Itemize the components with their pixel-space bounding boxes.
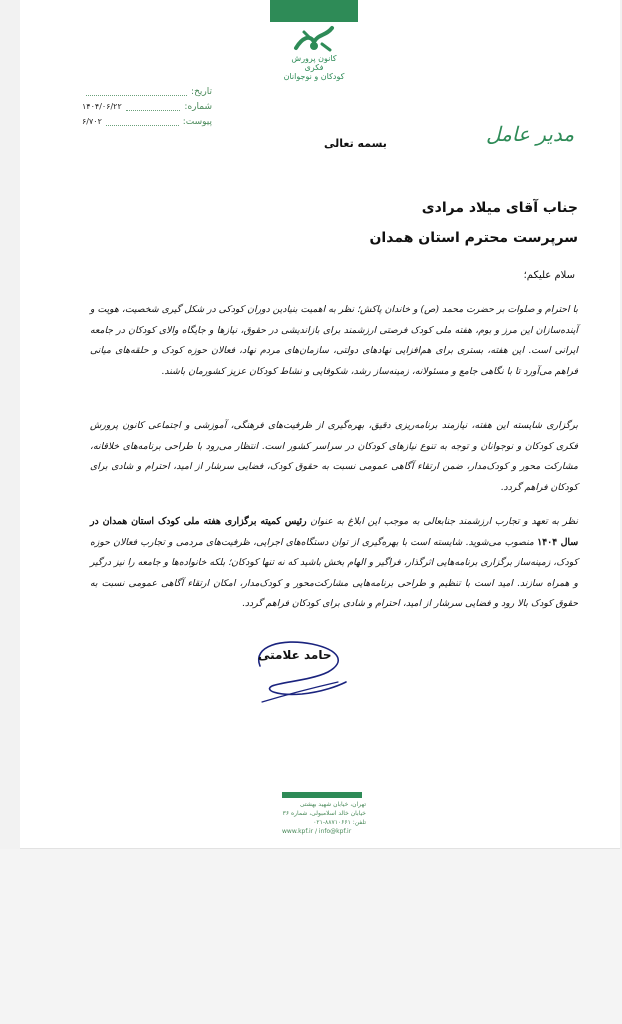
recipient-block [369,200,578,246]
greeting: سلام علیکم؛ [523,270,575,281]
attachment-row [82,114,212,129]
paragraph-3-rest: منصوب می‌شوید. شایسته است با بهره‌گیری از توان دستگاه‌های اجرایی، ظرفیت‌های مردمی و تجارب فعالان حوزه کودک، زمینه‌ساز برگزاری برنامه‌هایی اثرگذار، فراگیر و الهام بخش باشید که نه تنها کودکان؛ بلکه خانواده‌ها و جامعه را نیز درگیر و همراه سازند. امید است با تنظیم و طراحی برنامه‌هایی مشارکت‌محور و کودک‌مدار، امکان ارتقاء آگاهی عمومی نسبت به حقوق کودک بالا رود و فضایی سرشار از امید، احترام و شادی برای کودکان فراهم گردد. [90,536,578,609]
department-title: مدیر عامل [486,122,575,146]
logo-text-line2: کودکان و نوجوانان [283,72,345,81]
paragraph-3 [90,512,578,615]
dotted-line [126,102,181,111]
appointment-title: رئیس کمیته برگزاری هفته ملی کودک استان همدان در سال ۱۴۰۴ [90,516,578,548]
footer-phone: تلفن: ۸۸۷۱۰۶۶۱-۰۲۱ [313,819,366,826]
attachment-value: ۶/۷۰۲ [82,117,102,126]
attachment-label: پیوست: [182,116,212,127]
number-value: ۱۴۰۴/۰۶/۲۲ [82,102,122,111]
bismillah: بسمه تعالی [324,137,387,150]
logo-text-line1: کانون پرورش فکری [291,54,337,72]
paragraph-2: برگزاری شایسته این هفته، نیازمند برنامه‌ریزی دقیق، بهره‌گیری از ظرفیت‌های فرهنگی، آموزشی و اجتماعی کانون پرورش فکری کودکان و نوجوانان و توجه به تنوع نیازهای کودکان در سراسر کشور است. انتظار می‌رود با طراحی برنامه‌های خلاقانه، مشارکت محور و کودک‌مدار، ضمن ارتقاء آگاهی عمومی نسبت به حقوق کودک، فضایی سرشار از امید، احترام و شادی برای کودکان فراهم گردد. [90,420,578,493]
footer-address-line1: تهران، خیابان شهید بهشتی [299,801,366,808]
dotted-line [106,117,179,126]
paragraph-3-intro: نظر به تعهد و تجارب ارزشمند جنابعالی به موجب این ابلاغ به عنوان [310,516,578,527]
date-label: تاریخ: [191,86,212,97]
kanoon-logo-icon [292,24,336,54]
letter-meta [82,84,212,129]
recipient-title: سرپرست محترم استان همدان [369,230,578,246]
letter-page [20,0,620,849]
footer-web: www.kpf.ir / info@kpf.ir [282,828,352,835]
background-area [0,849,622,1024]
footer-address [282,800,366,836]
signature-scribble [242,636,352,706]
recipient-name: جناب آقای میلاد مرادی [421,200,578,216]
number-row [82,99,212,114]
footer-address-line2: خیابان خالد اسلامبولی، شماره ۳۶ [282,810,366,817]
logo [282,24,346,90]
signatory-name: حامد علامتی [258,648,332,662]
date-row [82,84,212,99]
paragraph-1: با احترام و صلوات بر حضرت محمد (ص) و خاندان پاکش؛ نظر به اهمیت بنیادین دوران کودکی در شکل گیری شخصیت، هویت و آینده‌سازان این مرز و بوم، هفته ملی کودک فرصتی ارزشمند برای بازاندیشی در حقوق، نیازها و جایگاه والای کودکان در جامعه ایرانی است. این هفته، بستری برای هم‌افزایی نهادهای دولتی، سازمان‌های مردم نهاد، فعالان حوزه کودک و حلقه‌های میانی فراهم می‌آورد تا با نگاهی جامع و مسئولانه، زمینه‌ساز رشد، شکوفایی و نشاط کودکان عزیز کشورمان باشند. [90,304,578,377]
dotted-line [86,87,187,96]
number-label: شماره: [184,101,212,112]
header-green-bar [270,0,358,22]
footer-green-bar [282,792,362,798]
